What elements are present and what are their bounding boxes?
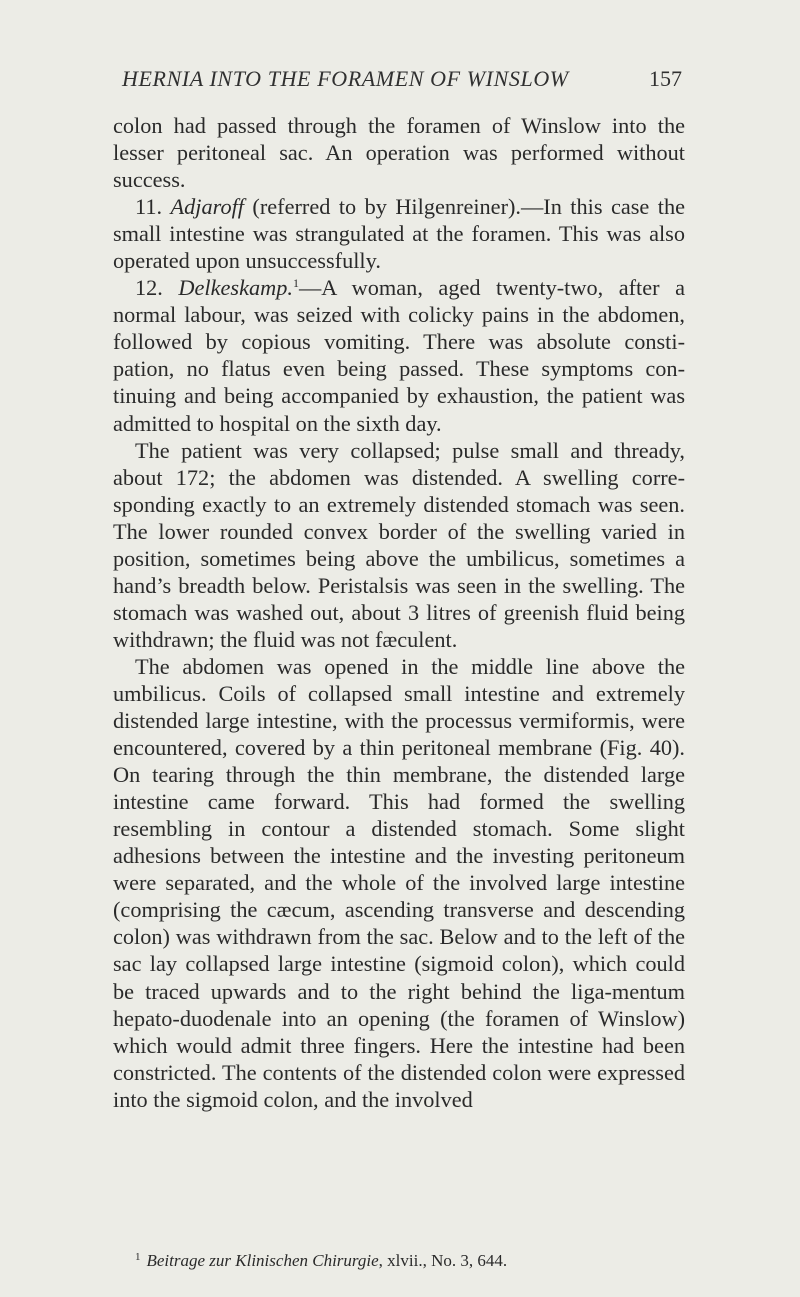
case-number: 11. [135,194,163,220]
footnote-marker: 1 [135,1251,141,1263]
case-number: 12. [135,275,163,301]
body-text [113,112,685,1113]
footnote [135,1251,695,1271]
paragraph-operation: The abdomen was opened in the middle line above the umbilicus. Coils of collapsed small intestine and extremely distended large intestine, with the processus vermiformis, were encountered, covered by a thin peritoneal membrane (Fig. 40). On tearing through the thin membrane, the distended large intestine came forward. This had formed the swelling resembling in contour a distended stomach. Some slight adhesions between the intestine and the investing peritoneum were separated, and the whole of the involved large intestine (comprising the cæcum, ascending transverse and descending colon) was withdrawn from the sac. Below and to the left of the sac lay collapsed large intestine (sigmoid colon), which could be traced upwards and to the right behind the liga-mentum hepato-duodenale into an opening (the foramen of Winslow) which would admit three fingers. Here the intestine had been constricted. The contents of the distended colon were expressed into the sigmoid colon, and the involved [113,653,685,1112]
footnote-reference: 1 [292,276,299,291]
paragraph-patient-condition: The patient was very collapsed; pulse small and thready, about 172; the abdomen was distended. A swelling corre-sponding exactly to an extremely distended stomach was seen. The lower rounded convex border of the swelling varied in position, sometimes being above the umbilicus, sometimes a hand’s breadth below. Peristalsis was seen in the swelling. The stomach was washed out, about 3 litres of greenish fluid being withdrawn; the fluid was not fæculent. [113,437,685,652]
page-header [122,66,682,96]
case-author: Adjaroff [170,194,244,220]
case-text: —A woman, aged twenty-two, after a normal labour, was seized with colicky pains in the abdomen, followed by copious vomiting. There was absolute consti-pation, no flatus even being passed. These symptoms con-tinuing and being accompanied by exhaustion, the patient was admitted to hospital on the sixth day. [113,275,685,436]
paragraph-case-11 [113,193,685,274]
footnote-details: , xlvii., No. 3, 644. [378,1251,508,1270]
case-text: (referred to by Hilgenreiner).—In this case the small intestine was strangulated at the foramen. This was also operated upon unsuccessfully. [113,194,685,274]
running-head: HERNIA INTO THE FORAMEN OF WINSLOW [122,66,569,91]
page-number: 157 [649,66,682,91]
footnote-title: Beitrage zur Klinischen Chirurgie [146,1251,379,1270]
case-author: Delkeskamp. [178,275,293,301]
paragraph-case-12 [113,274,685,436]
paragraph-continuation: colon had passed through the foramen of Winslow into the lesser peritoneal sac. An operation was performed without success. [113,113,685,193]
